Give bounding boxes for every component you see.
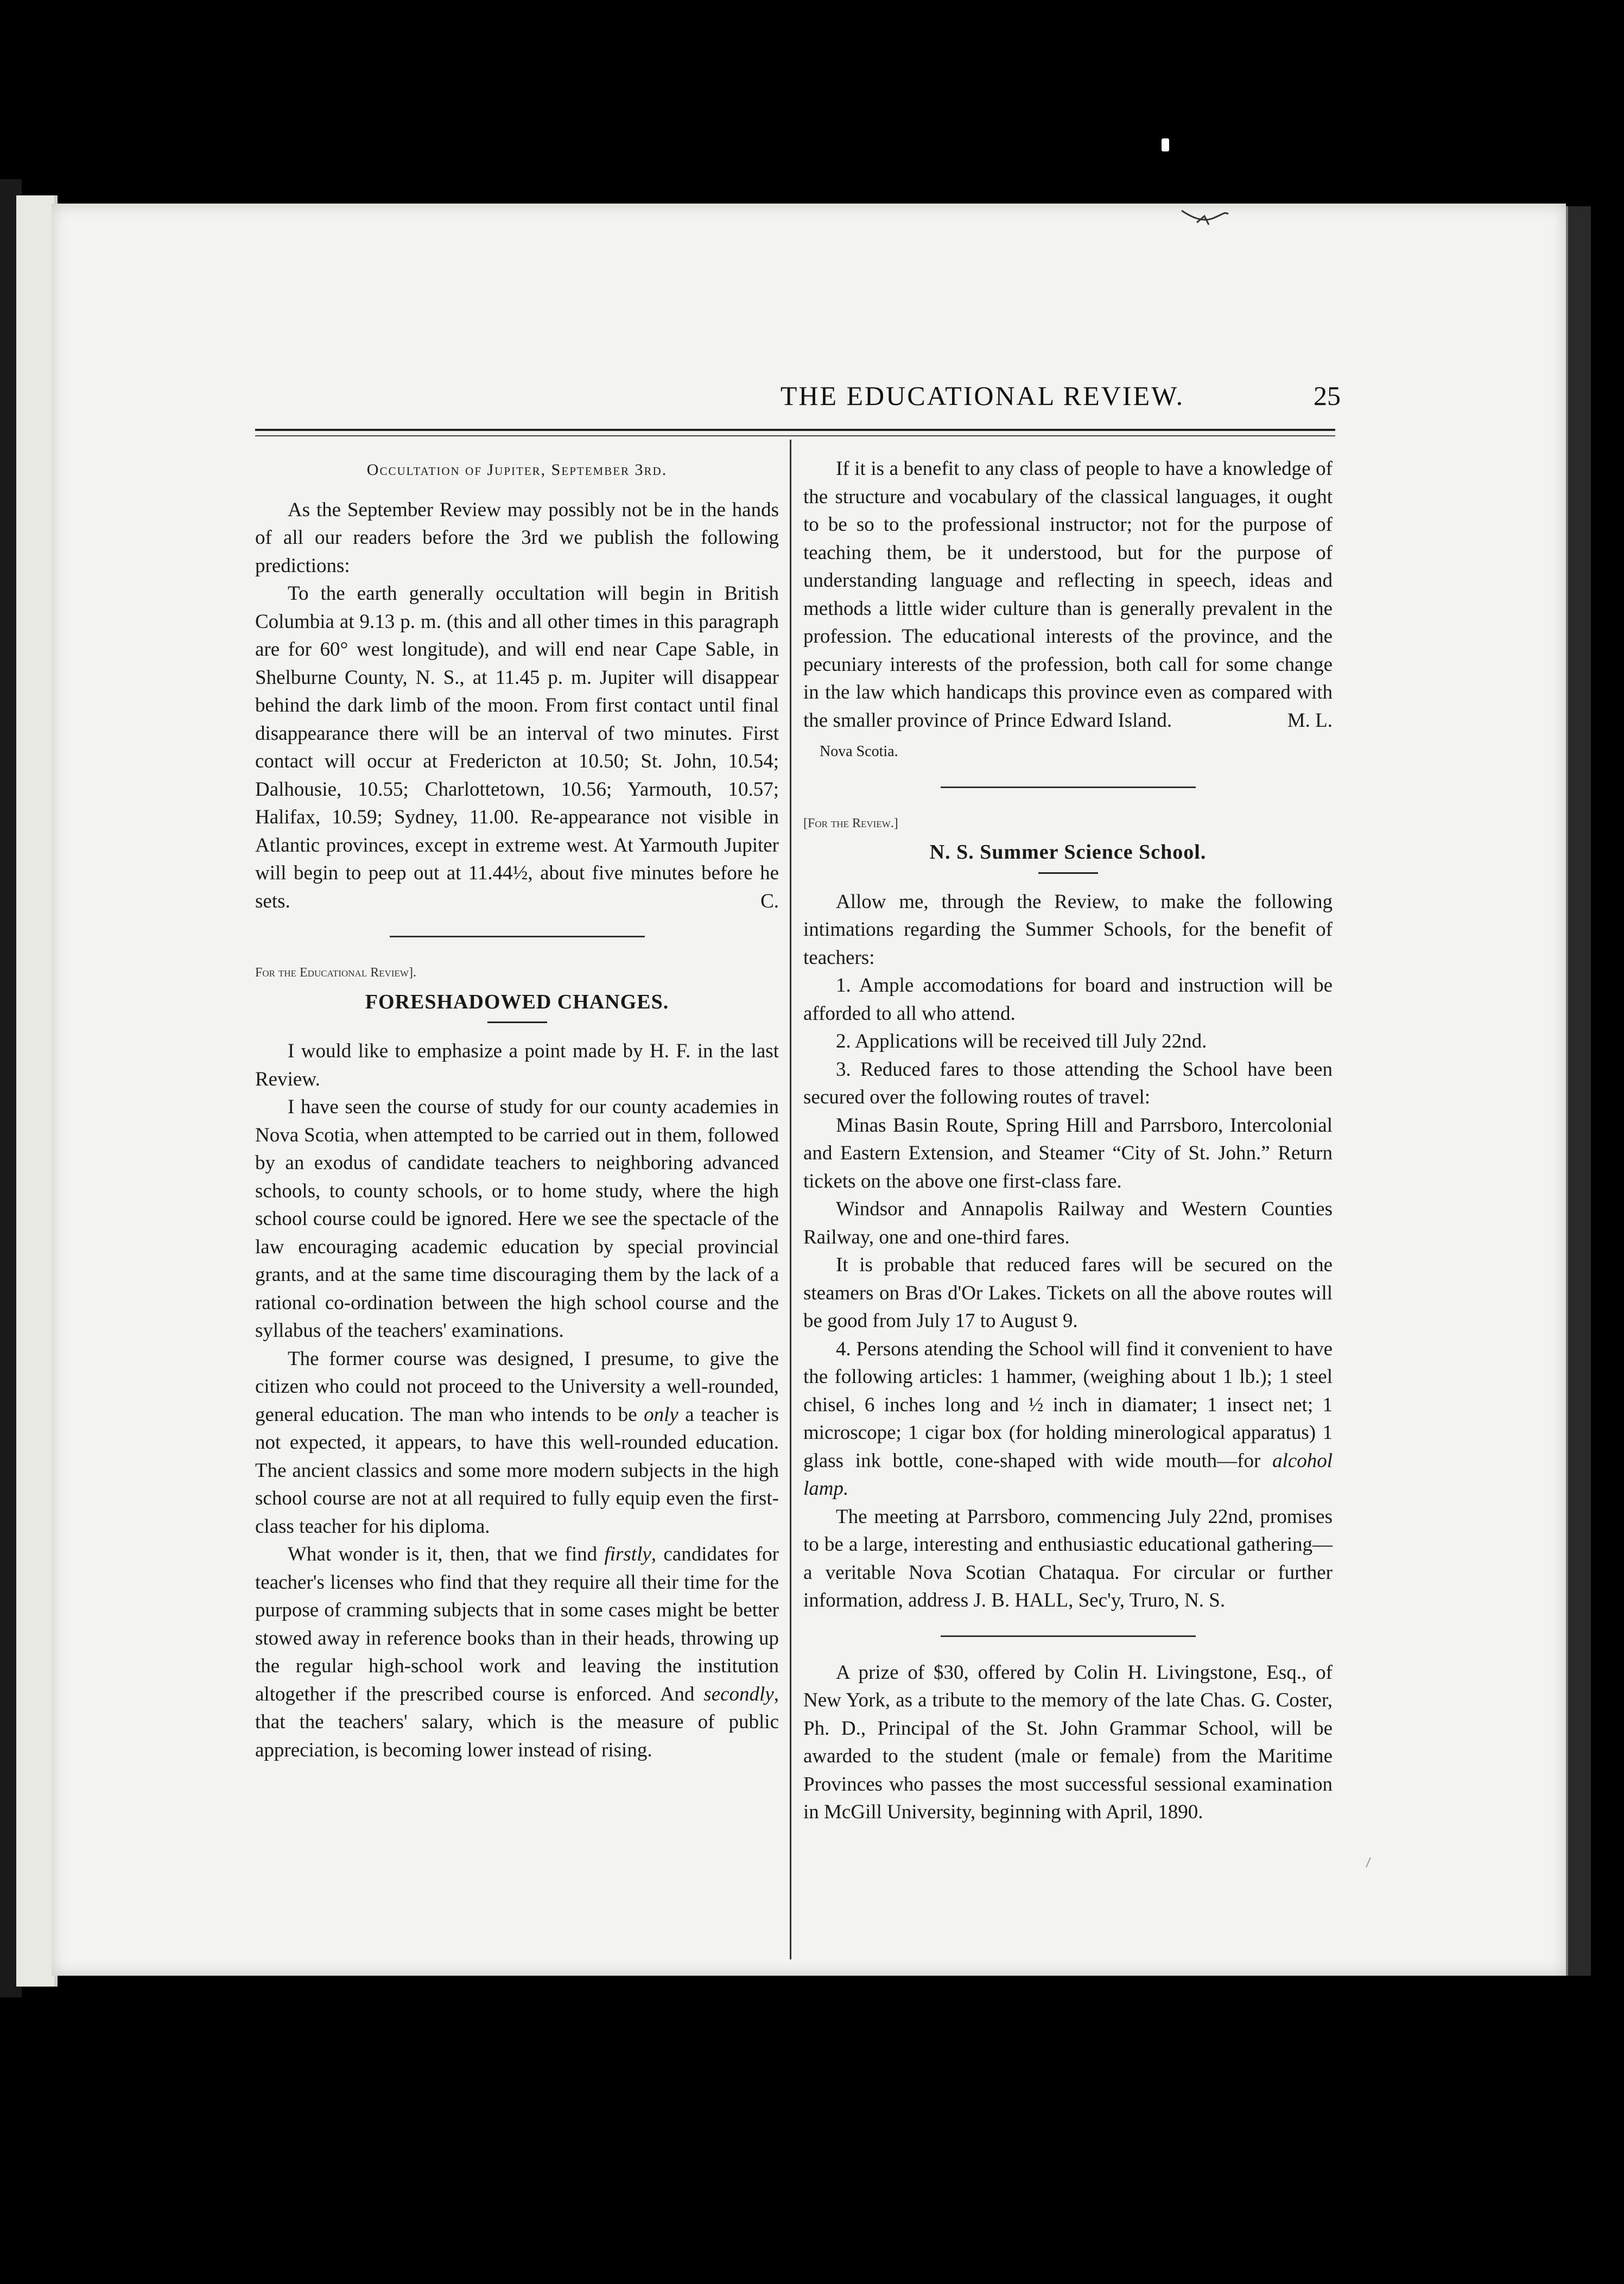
summer-school-route-2: Windsor and Annapolis Railway and Western Counties Railway, one and one-third fares. [803, 1198, 1333, 1248]
p3-text-b: a teacher is not expected, it appears, to have this well-rounded education. The ancient classics and some more modern subjects in the high school course are not at all required to fully equip even the first-class teacher for his diploma. [255, 1403, 779, 1538]
page-header-title: THE EDUCATIONAL REVIEW. [780, 380, 1185, 411]
header-rule [255, 429, 1335, 436]
right-column [803, 455, 1333, 1826]
summer-school-intro: Allow me, through the Review, to make the following intimations regarding the Summer Schools, for the benefit of teachers: [803, 890, 1333, 969]
section-divider [390, 936, 645, 937]
foreshadowed-paragraph-2: I have seen the course of study for our county academies in Nova Scotia, when attempted to be carried out in them, followed by an exodus of candidate teachers to neighboring advanced schools, to county schools, or to home study, where the high school course could be ignored. Here we see the spectacle of the law encouraging academic education by special provincial grants, and at the same time discouraging them by the lack of a rational co-ordination between the high school course and the syllabus of the teachers' examinations. [255, 1096, 779, 1342]
p3-text-a: The former course was designed, I presume, to give the citizen who could not proceed to the University a well-rounded, general education. The man who intends to be [255, 1347, 779, 1426]
continuation-text: If it is a benefit to any class of people to have a knowledge of the structure and vocabulary of the classical languages, it ought to be so to the professional instructor; not for the purpose of teaching them, be it understood, but for the purpose of understanding language and reflecting in speech, ideas and methods a little wider culture than is generally prevalent in the profession. The educational interests of the province, and the pecuniary interests of the profession, both call for some change in the law which handicaps this province even as compared with the smaller province of Prince Edward Island. [803, 458, 1333, 732]
summer-school-source: [For the Review.] [803, 816, 898, 830]
p4-emphasis-2: secondly [703, 1683, 774, 1705]
left-column [255, 456, 779, 1764]
continuation-dateline: Nova Scotia. [820, 743, 898, 760]
section-divider [941, 786, 1196, 788]
jupiter-paragraph-1: As the September Review may possibly not be in the hands of all our readers before the 3rd we publish the following predictions: [255, 498, 779, 577]
ink-mark-icon [1181, 206, 1229, 228]
pencil-mark-icon [1365, 1856, 1372, 1868]
margin-speck [1162, 138, 1169, 151]
jupiter-section-title: Occultation of Jupiter, September 3rd. [366, 461, 668, 479]
foreshadowed-paragraph-1: I would like to emphasize a point made by H. F. in the last Review. [255, 1040, 779, 1090]
summer-school-meeting: The meeting at Parrsboro, commencing July 22nd, promises to be a large, interesting and enthusiastic educational gathering—a veritable Nova Scotian Chataqua. For circular or further information, address J. B. HALL, Sec'y, Truro, N. S. [803, 1505, 1333, 1612]
page-number: 25 [1314, 380, 1341, 411]
item4-text: 4. Persons atending the School will find it convenient to have the following articles: 1 hammer, (weighing about 1 lb.); 1 steel chisel, 6 inches long and ½ inch in diamater; 1 insect net; 1 microscope; 1 cigar box (for holding minerological apparatus) 1 glass ink bottle, cone-shaped with wide mouth—for [803, 1337, 1333, 1472]
summer-school-item-4 [803, 1335, 1333, 1503]
foreshadowed-headline: FORESHADOWED CHANGES. [365, 990, 669, 1013]
continuation-paragraph [803, 455, 1333, 734]
item4-emphasis: alcohol lamp. [803, 1449, 1333, 1500]
right-page-edge [1566, 206, 1591, 1976]
headline-underline [1038, 872, 1098, 874]
summer-school-item-1: 1. Ample accomodations for board and instruction will be afforded to all who attend. [803, 974, 1333, 1025]
p4-emphasis-1: firstly [604, 1543, 651, 1565]
summer-school-item-3: 3. Reduced fares to those attending the School have been secured over the following routes of travel: [803, 1058, 1333, 1108]
prize-paragraph: A prize of $30, offered by Colin H. Livingstone, Esq., of New York, as a tribute to the memory of the late Chas. G. Coster, Ph. D., Principal of the St. John Grammar School, will be awarded to the student (male or female) from the Maritime Provinces who passes the most successful sessional examination in McGill University, beginning with April, 1890. [803, 1661, 1333, 1823]
foreshadowed-paragraph-4 [255, 1540, 779, 1764]
summer-school-route-1: Minas Basin Route, Spring Hill and Parrsboro, Intercolonial and Eastern Extension, and Steamer “City of St. John.” Return tickets on the above one first-class fare. [803, 1114, 1333, 1192]
p4-text-c: , that the teachers' salary, which is the measure of public appreciation, is becoming lower instead of rising. [255, 1683, 779, 1761]
summer-school-probable: It is probable that reduced fares will be secured on the steamers on Bras d'Or Lakes. Tickets on all the above routes will be good from July 17 to August 9. [803, 1254, 1333, 1332]
p4-text-a: What wonder is it, then, that we find [288, 1543, 605, 1565]
headline-underline [487, 1022, 547, 1023]
p3-emphasis: only [644, 1403, 678, 1426]
column-divider [790, 440, 791, 1959]
section-divider [941, 1635, 1196, 1637]
summer-school-headline: N. S. Summer Science School. [929, 841, 1207, 864]
jupiter-paragraph-2-text: To the earth generally occultation will begin in British Columbia at 9.13 p. m. (this and all other times in this paragraph are for 60° west longitude), and will end near Cape Sable, in Shelburne County, N. S., at 11.45 p. m. Jupiter will disappear behind the dark limb of the moon. From first contact until final disappearance there will be an interval of two minutes. First contact will occur at Fredericton at 10.50; St. John, 10.54; Dalhousie, 10.55; Charlottetown, 10.56; Yarmouth, 10.57; Halifax, 10.59; Sydney, 11.00. Re-appearance not visible in Atlantic provinces, except in extreme west. At Yarmouth Jupiter will begin to peep out at 11.44½, about five minutes before he sets. [255, 582, 779, 912]
jupiter-signature: C. [760, 890, 779, 912]
summer-school-item-2: 2. Applications will be received till July 22nd. [836, 1030, 1207, 1052]
jupiter-paragraph-2 [255, 580, 779, 915]
foreshadowed-paragraph-3 [255, 1345, 779, 1541]
foreshadowed-source: For the Educational Review]. [255, 966, 416, 980]
p4-text-b: , candidates for teacher's licenses who find that they require all their time for the purpose of cramming subjects that in some cases might be better stowed away in reference books than in their heads, throwing up the regular high-school work and leaving the institution altogether if the prescribed course is enforced. And [255, 1543, 779, 1705]
continuation-signature: M. L. [1287, 709, 1333, 732]
